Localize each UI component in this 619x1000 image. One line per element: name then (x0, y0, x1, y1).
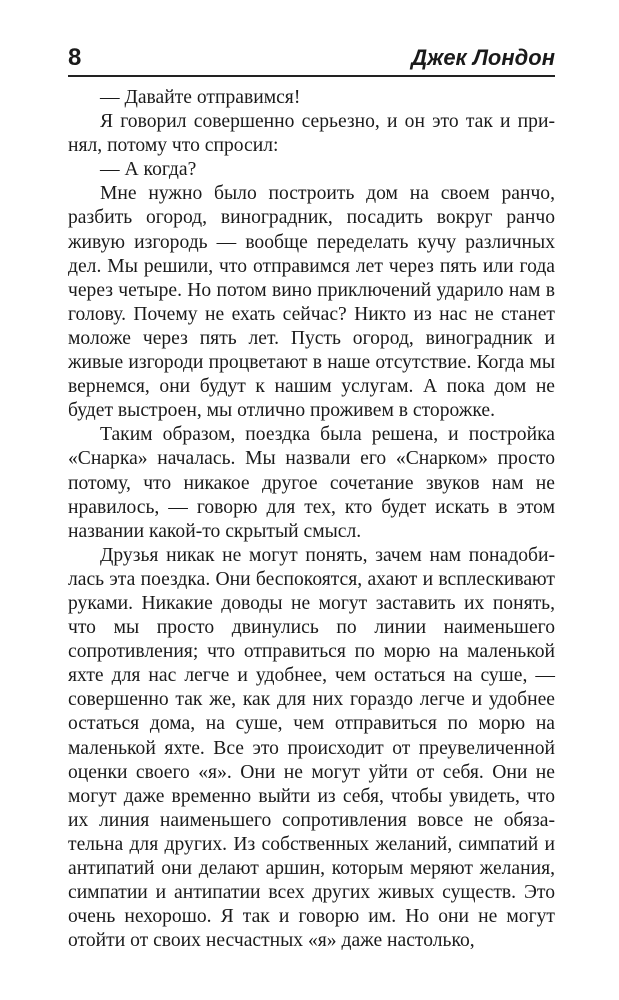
page-number: 8 (68, 44, 82, 71)
page-header (68, 40, 555, 74)
paragraph: Друзья никак не могут понять, зачем нам понадобилась эта поездка. Они беспокоятся, ахают и всплескивают руками. Никакие доводы не могут заставить их понять, что мы просто двинулись по линии наименьшего сопротивления; что отправиться по морю на маленькой яхте для нас легче и удобнее, чем остаться на суше, — совершенно так же, как для них гораздо легче и удобнее остаться дома, на суше, чем отправиться по морю на маленькой яхте. Все это происходит от преувеличенной оценки своего «я». Они не могут уйти от себя. Они не могут даже временно выйти из себя, чтобы увидеть, что их линия наименьшего сопротивления вовсе не обязательна для других. Из собственных желаний, симпатий и антипатий они делают аршин, которым меряют желания, симпатии и антипатии всех других живых существ. Это очень нехорошо. Я так и говорю им. Но они не могут отойти от своих несчастных «я» даже настолько, (68, 544, 555, 952)
header-rule (68, 75, 555, 77)
running-head-author: Джек Лондон (411, 45, 555, 70)
paragraph: Таким образом, поездка была решена, и постройка «Снарка» началась. Мы назвали его «Снарком» просто потому, что никакое другое сочетание звуков нам не нравилось, — говорю для тех, кто будет искать в этом названии какой-то скрытый смысл. (68, 424, 555, 542)
paragraph: Я говорил совершенно серьезно, и он это так и принял, потому что спросил: (68, 111, 555, 157)
paragraph: — Давайте отправимся! (100, 87, 301, 108)
paragraph: Мне нужно было построить дом на своем ранчо, разбить огород, виноградник, посадить вокруг ранчо живую изгородь — вообще переделать кучу различных дел. Мы решили, что отправимся лет через пять или года через четыре. Но потом вино приключений ударило нам в голову. Почему не ехать сейчас? Никто из нас не станет моложе через пять лет. Пусть огород, виноградник и живые изгороди процветают в наше отсутствие. Когда мы вернемся, они будут к нашим услугам. А пока дом не будет выстроен, мы отлично проживем в сторожке. (68, 183, 555, 422)
paragraph: — А когда? (100, 159, 197, 181)
body-text (68, 86, 555, 953)
